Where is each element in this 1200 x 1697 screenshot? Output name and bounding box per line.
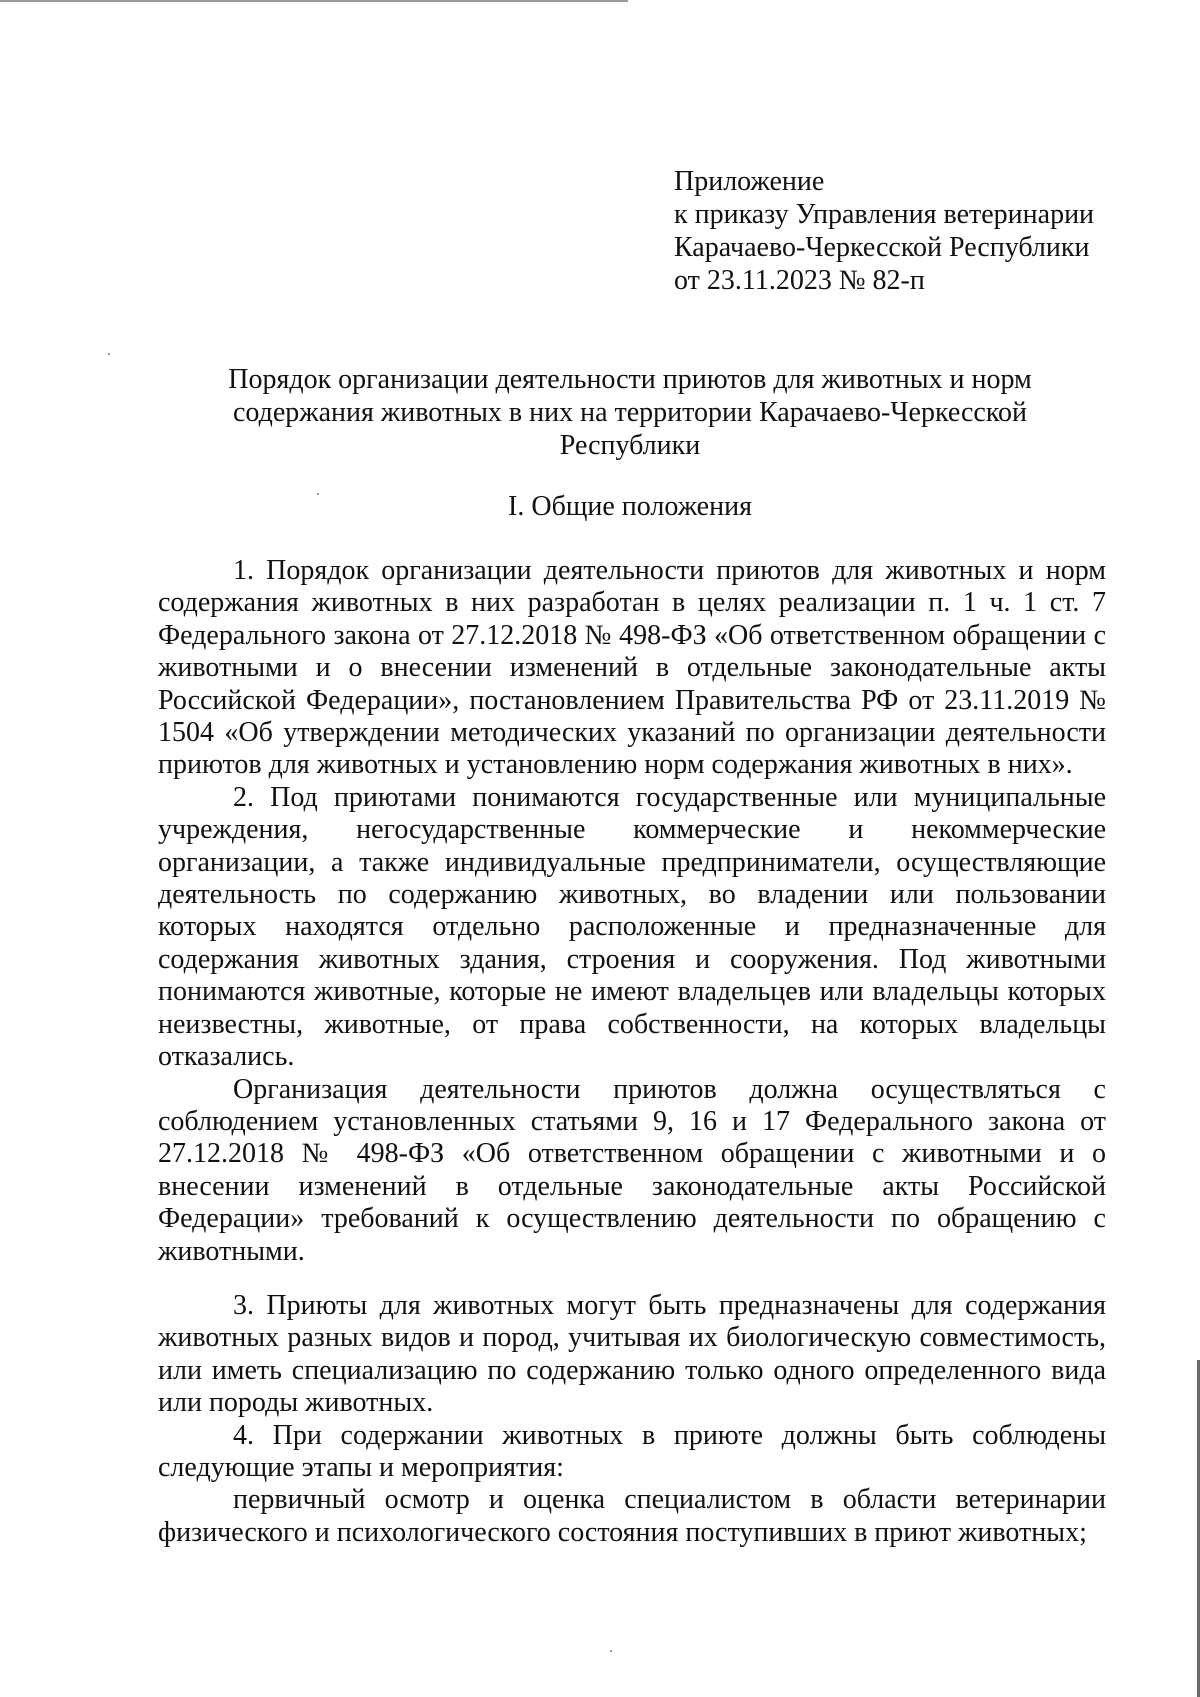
paragraph-4: 4. При содержании животных в приюте должны быть соблюдены следующие этапы и мероприятия: [158,1419,1106,1483]
title-line: содержания животных в них на территории Карачаево-Черкесской [232,397,1028,428]
appendix-republic-line: Карачаево-Черкесской Республики [674,232,1090,263]
paragraph-3: 3. Приюты для животных могут быть предназначены для содержания животных разных видов и пород, учитывая их биологическую совместимость, или иметь специализацию по содержанию только одного определенного вида или породы животных. [158,1289,1106,1419]
paragraph-1: 1. Порядок организации деятельности приютов для животных и норм содержания животных в них разработан в целях реализации п. 1 ч. 1 ст. 7 Федерального закона от 27.12.2018 № 498-ФЗ «Об ответственном обращении с животными и о внесении изменений в отдельные законодательные акты Российской Федерации», постановлением Правительства РФ от 23.11.2019 № 1504 «Об утверждении методических указаний по организации деятельности приютов для животных и установлению норм содержания животных в них». [158,555,1106,781]
document-title [140,363,1120,462]
scan-speck [610,1650,612,1652]
appendix-date-number: от 23.11.2023 № 82-п [674,265,925,296]
section-heading: I. Общие положения [508,491,752,522]
appendix-order-line: к приказу Управления ветеринарии [674,199,1095,230]
title-line: Республики [559,430,701,461]
paragraph-2-continuation: Организация деятельности приютов должна осуществляться с соблюдением установленных статьями 9, 16 и 17 Федерального закона от 27.12.2018 № 498-ФЗ «Об ответственном обращении с животными и о внесении изменений в отдельные законодательные акты Российской Федерации» требований к осуществлению деятельности по обращению с животными. [158,1073,1106,1267]
scan-speck [108,353,110,355]
document-body [158,555,1106,1549]
paragraph-2: 2. Под приютами понимаются государственные или муниципальные учреждения, негосударственные коммерческие и некоммерческие организации, а также индивидуальные предприниматели, осуществляющие деятельность по содержанию животных, во владении или пользовании которых находятся отдельно расположенные и предназначенные для содержания животных здания, строения и сооружения. Под животными понимаются животные, которые не имеют владельцев или владельцы которых неизвестны, животные, от права собственности, на которых владельцы отказались. [158,781,1106,1073]
appendix-label: Приложение [674,166,825,197]
appendix-block [674,165,1194,297]
title-line: Порядок организации деятельности приютов для животных и норм [228,364,1032,395]
paragraph-4-item: первичный осмотр и оценка специалистом в области ветеринарии физического и психологического состояния поступивших в приют животных; [158,1484,1106,1548]
scan-top-border [0,0,628,2]
